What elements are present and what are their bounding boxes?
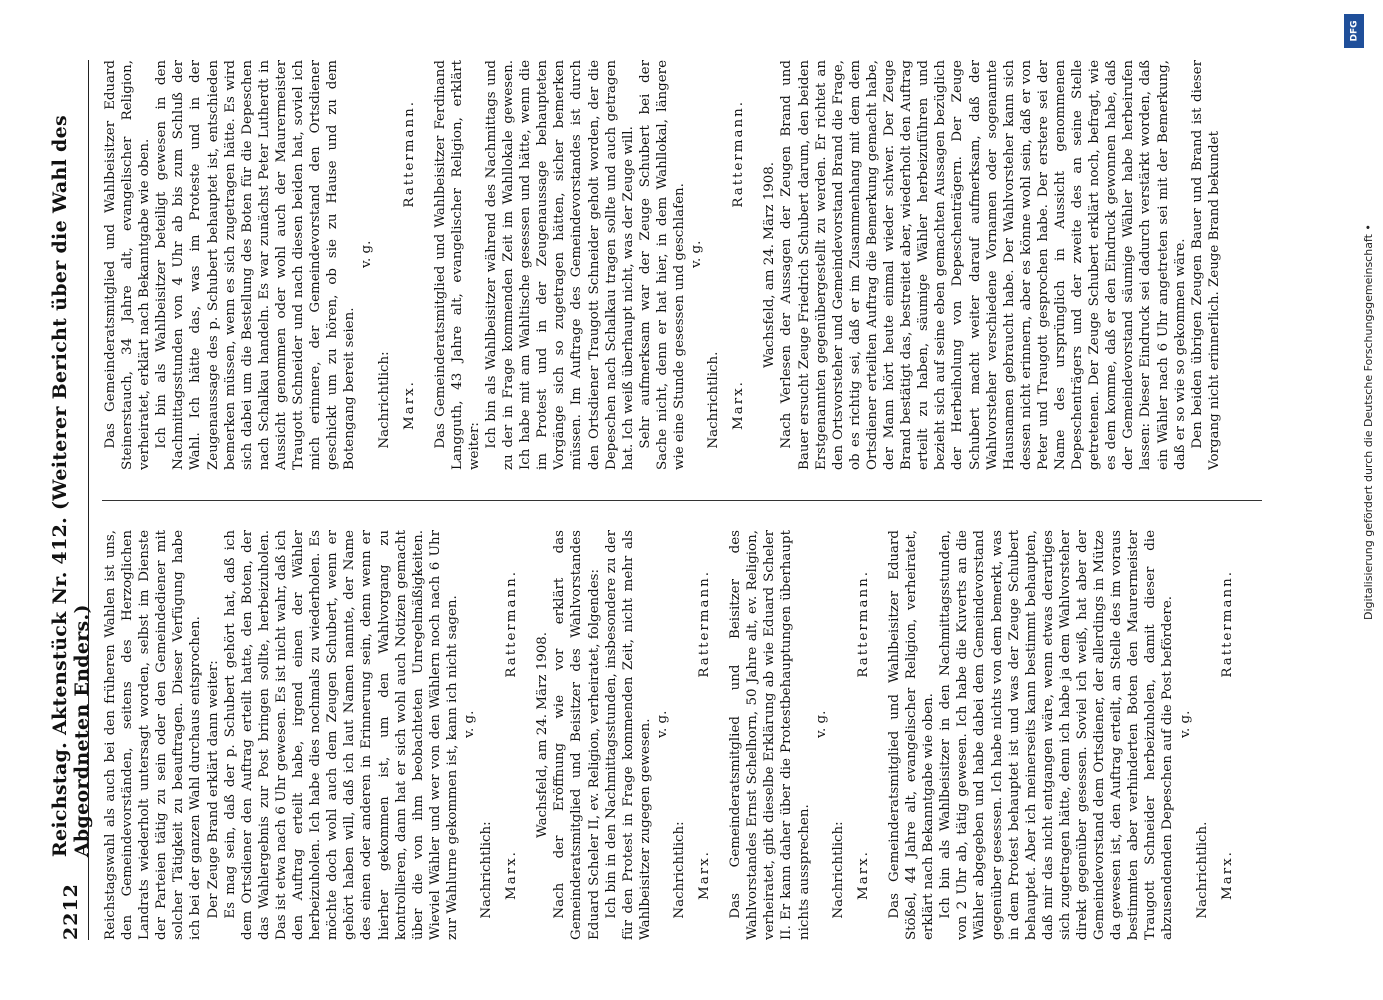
signature-left: Marx.	[1219, 850, 1235, 900]
paragraph: Das Gemeinderatsmitglied und Wahlbeisitzer Eduard Stößel, 44 Jahre alt, evangelischer Religion, verheiratet, erklärt nach Bekanntgabe wie oben.	[886, 530, 937, 940]
paragraph: Ich bin als Wahlbeisitzer in den Nachmittagsstunden, von 2 Uhr ab, tätig gewesen. Ich habe die Kuverts an die Wähler abgegeben und habe dabei dem Gemeindevorstand gegenüber gesessen. Ich habe nichts von dem bemerkt, was in dem Protest behauptet ist und was der Zeuge Schubert behauptet. Aber ich meinerseits kann bestimmt behaupten, daß mir das nicht entgangen wäre, wenn etwas derartiges sich zugetragen hätte, denn ich habe ja dem Wahlvorsteher direkt gegenüber gesessen. Soviel ich weiß, hat aber der Gemeindevorstand dem Ortsdiener, der allerdings in Mütze da gewesen ist, den Auftrag erteilt, an Stelle des im voraus bestimmten aber verhinderten Boten den Maurermeister Traugott Schneider herbeizuholen, damit dieser die abzusendenden Depeschen auf die Post befördere.	[938, 530, 1176, 940]
vg-mark: v. g.	[813, 710, 829, 738]
paragraph: Den beiden übrigen Zeugen Bauer und Brand ist dieser Vorgang nicht erinnerlich. Zeuge Brand bekundet	[1189, 60, 1222, 470]
digitization-note: Digitalisierung gefördert durch die Deutsche Forschungsgemeinschaft •	[1362, 224, 1375, 620]
signature-right: Rattermann.	[1219, 570, 1235, 678]
vg-mark: v. g.	[359, 240, 375, 268]
nachrichtlich-label: Nachrichtlich.	[1194, 821, 1210, 919]
paragraph: Das Gemeinderatsmitglied und Wahlbeisitzer Ferdinand Langguth, 43 Jahre alt, evangelischer Religion, erklärt weiter:	[432, 60, 482, 470]
signature-block	[730, 60, 747, 470]
paragraph: Das Gemeinderatsmitglied und Wahlbeisitzer Eduard Steinerstauch, 34 Jahre alt, evangelischer Religion, verheiratet, erklärt nach Bekanntgabe wie oben.	[103, 60, 153, 470]
nachrichtlich-label: Nachrichtlich:	[830, 821, 846, 919]
signature-block	[696, 530, 713, 940]
dfg-logo-text: DFG	[1349, 20, 1360, 42]
right-column	[102, 60, 1272, 470]
digitization-sidebar	[1340, 10, 1375, 990]
paragraph: Nach Verlesen der Aussagen der Zeugen Brand und Bauer ersucht Zeuge Friedrich Schubert darum, den beiden Erstgenannten gegenübergestellt zu werden. Er richtet an den Ortsvorsteher und Gemeindevorstand Brand die Frage, ob es richtig sei, daß er im Zusammenhang mit dem dem Ortsdiener erteilten Auftrag die Bemerkung gemacht habe, der Mann hört heute einmal wieder schwer. Der Zeuge Brand bestätigt das, bestreitet aber, wiederholt den Auftrag erteilt zu haben, säumige Wähler herbeizuführen und bezieht sich auf seine eben gemachten Aussagen bezüglich der Herbeiholung von Depeschenträgern. Der Zeuge Schubert macht weiter darauf aufmerksam, daß der Wahlvorsteher verschiedene Vornamen oder sogenannte Hausnamen gebraucht habe. Der Wahlvorsteher kann sich dessen nicht erinnern, aber es könne wohl sein, daß er von Peter und Traugott gesprochen habe. Der erstere sei der Name des ursprünglich in Aussicht genommenen Depeschenträgers und der zweite des an seine Stelle getretenen. Der Zeuge Schubert erklärt noch, befragt, wie es dem komme, daß er den Eindruck gewonnen habe, daß der Gemeindevorstand säumige Wähler habe herbeirufen lassen: Dieser Eindruck sei dadurch verstärkt worden, daß ein Wähler nach 6 Uhr angetreten sei mit der Bemerkung, daß er so wie so gekommen wäre.	[779, 60, 1188, 470]
signature-right: Rattermann.	[855, 570, 871, 678]
vg-mark: v. g.	[1177, 710, 1193, 738]
signature-right: Rattermann.	[697, 570, 713, 678]
signature-left: Marx.	[401, 380, 417, 430]
signature-block	[855, 530, 872, 940]
paragraph: Es mag sein, daß der p. Schubert gehört hat, daß ich dem Ortsdiener den Auftrag erteilt hatte, den Boten, der das Wahlergebnis zur Post bringen sollte, herbeizuholen. Das ist etwa nach 6 Uhr gewesen. Es ist nicht wahr, daß ich den Auftrag erteilt habe, irgend einen der Wähler herbeizuholen. Ich habe dies nochmals zu wiederholen. Es möchte doch wohl auch dem Zeugen Schubert, wenn er gehört haben will, daß ich laut Namen nannte, der Name des einen oder anderen in Erinnerung sein, denn wenn er hierher gekommen ist, um den Wahlvorgang zu kontrollieren, dann hat er sich wohl auch Notizen gemacht über die von ihm beobachteten Unregelmäßigkeiten. Wieviel Wähler und wer von den Wählern noch nach 6 Uhr zur Wahlurne gekommen ist, kann ich nicht sagen.	[222, 530, 460, 940]
page-title: Reichstag. Aktenstück Nr. 412. (Weiterer Bericht über die Wahl des Abgeordneten Enders.)	[49, 115, 93, 858]
nachrichtlich-label: Nachrichtlich:	[376, 351, 392, 449]
signature-right: Rattermann.	[731, 100, 747, 208]
signature-right: Rattermann.	[504, 570, 520, 678]
vg-mark: v. g.	[654, 710, 670, 738]
signature-left: Marx.	[697, 850, 713, 900]
vg-mark: v. g.	[689, 240, 705, 268]
paragraph: Sehr aufmerksam war der Zeuge Schubert bei der Sache nicht, denn er hat hier, in dem Wahllokal, längere wie eine Stunde gesessen und geschlafen.	[637, 60, 687, 470]
left-column	[102, 530, 1272, 940]
signature-right: Rattermann.	[401, 100, 417, 208]
nachrichtlich-label: Nachrichtlich:	[672, 821, 687, 919]
dfg-logo	[1344, 14, 1364, 48]
signature-block	[503, 530, 520, 940]
nachrichtlich-label: Nachrichtlich.	[706, 351, 722, 449]
paragraph: Das Gemeinderatsmitglied und Beisitzer des Wahlvorstandes Ernst Schelhorn, 50 Jahre alt, ev. Religion, verheiratet, gibt dieselbe Erklärung ab wie Eduard Scheler II. Er kann daher über die Protestbehauptungen überhaupt nichts aussprechen.	[728, 530, 812, 940]
signature-left: Marx.	[855, 850, 871, 900]
paragraph: Reichstagswahl als auch bei den früheren Wahlen ist uns, den Gemeindevorständen, seitens des Herzoglichen Landrats wiederholt untersagt worden, selbst im Dienste der Parteien tätig zu sein oder den Gemeindediener mit solcher Tätigkeit zu beauftragen. Dieser Verfügung habe ich bei der ganzen Wahl durchaus entsprochen.	[103, 530, 204, 940]
date-line: Wachsfeld, am 24. März 1908.	[535, 631, 551, 839]
paragraph: Ich bin als Wahlbeisitzer beteiligt gewesen in den Nachmittagsstunden von 4 Uhr ab bis zum Schluß der Wahl. Ich hätte das, was im Proteste und in der Zeugenaussage des p. Schubert behauptet ist, entschieden bemerken müssen, wenn es sich zugetragen hätte. Es wird sich dabei um die Bestellung des Boten für die Depeschen nach Schalkau handeln. Es war zunächst Peter Lutherdt in Aussicht genommen oder wohl auch der Maurermeister Traugott Schneider und nach diesen beiden hat, soviel ich mich erinnere, der Gemeindevorstand den Ortsdiener geschickt um zu hören, ob sie zu Hause und zu dem Botengang bereit seien.	[154, 60, 358, 470]
page-header	[49, 60, 93, 940]
paragraph: Nach der Eröffnung wie vor erklärt das Gemeinderatsmitglied und Beisitzer des Wahlvorstandes Eduard Scheler II, ev. Religion, verheiratet, folgendes:	[552, 530, 602, 940]
paragraph: Ich bin in den Nachmittagsstunden, insbesondere zu der für den Protest in Frage kommenden Zeit, nicht mehr als Wahlbeisitzer zugegen gewesen.	[603, 530, 653, 940]
nachrichtlich-label: Nachrichtlich:	[479, 821, 495, 919]
page-number: 2212	[60, 883, 82, 940]
column-divider	[102, 500, 1262, 501]
paragraph: Der Zeuge Brand erklärt dann weiter:	[205, 660, 221, 919]
signature-left: Marx.	[731, 380, 747, 430]
paragraph: Ich bin als Wahlbeisitzer während des Nachmittags und zu der in Frage kommenden Zeit im Wahllokale gewesen. Ich habe mit am Wahltische gesessen und hätte, wenn die im Protest und in der Zeugenaussage behaupteten Vorgänge sich so zugetragen hätten, sicher bemerken müssen. Im Auftrage des Gemeindevorstandes ist durch den Ortsdiener Traugott Schneider geholt worden, der die Depeschen nach Schalkau tragen sollte und auch getragen hat. Ich weiß überhaupt nicht, was der Zeuge will.	[483, 60, 636, 470]
signature-block	[401, 60, 418, 470]
date-line: Wachsfeld, am 24. März 1908.	[762, 161, 778, 369]
vg-mark: v. g.	[461, 710, 477, 738]
signature-block	[1219, 530, 1236, 940]
signature-left: Marx.	[504, 850, 520, 900]
